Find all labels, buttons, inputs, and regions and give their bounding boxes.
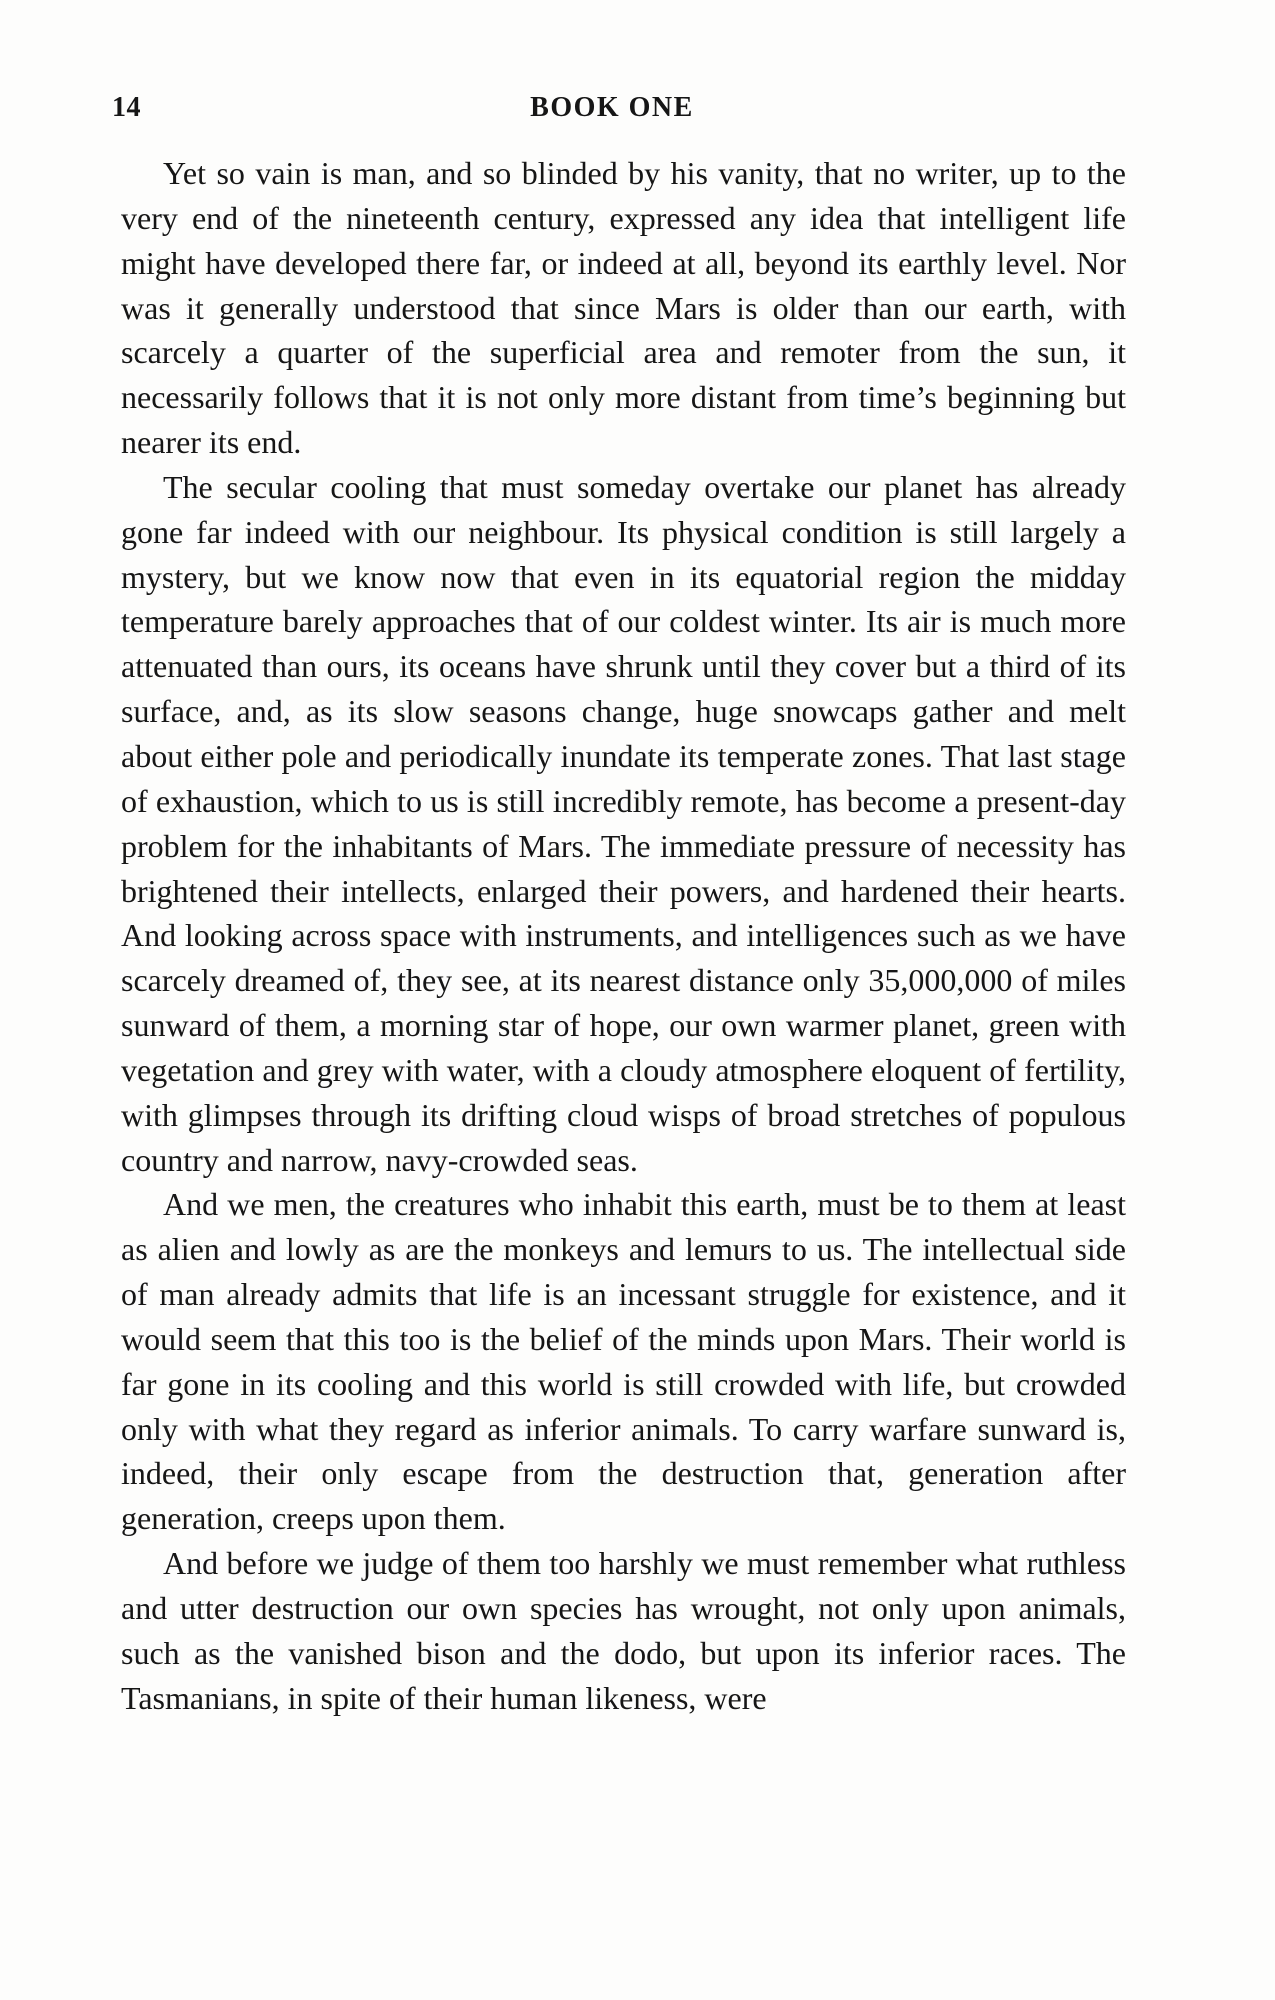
paragraph-1: Yet so vain is man, and so blinded by his vanity, that no writer, up to the very end of the nineteenth century, expressed any idea that intelligent life might have developed there far, or indeed at all, beyond its earthly level. Nor was it generally understood that since Mars is older than our earth, with scarcely a quarter of the superficial area and remoter from the sun, it necessarily follows that it is not only more distant from time’s beginning but nearer its end. (121, 155, 1126, 461)
paragraph-2: The secular cooling that must someday overtake our planet has already gone far indeed with our neighbour. Its physical condition is still largely a mystery, but we know now that even in its equatorial region the midday temperature barely approaches that of our coldest winter. Its air is much more attenuated than ours, its oceans have shrunk until they cover but a third of its surface, and, as its slow seasons change, huge snowcaps gather and melt about either pole and periodically inundate its temperate zones. That last stage of exhaustion, which to us is still incredibly remote, has become a present-day problem for the inhabitants of Mars. The immediate pressure of necessity has brightened their intellects, enlarged their powers, and hardened their hearts. And looking across space with instruments, and intelligences such as we have scarcely dreamed of, they see, at its nearest distance only 35,000,000 of miles sunward of them, a morning star of hope, our own warmer planet, green with vegetation and grey with water, with a cloudy atmosphere eloquent of fertility, with glimpses through its drifting cloud wisps of broad stretches of populous country and narrow, navy-crowded seas. (121, 468, 1126, 1178)
paragraph-4: And before we judge of them too harshly we must remember what ruthless and utter destruction our own species has wrought, not only upon animals, such as the vanished bison and the dodo, but upon its inferior races. The Tasmanians, in spite of their human likeness, were (121, 1545, 1126, 1716)
running-title: BOOK ONE (530, 92, 694, 123)
running-head (112, 92, 1112, 128)
body-text (121, 151, 1126, 1721)
paragraph-3: And we men, the creatures who inhabit this earth, must be to them at least as alien and lowly as are the monkeys and lemurs to us. The intellectual side of man already admits that life is an incessant struggle for existence, and it would seem that this too is the belief of the minds upon Mars. Their world is far gone in its cooling and this world is still crowded with life, but crowded only with what they regard as inferior animals. To carry warfare sunward is, indeed, their only escape from the destruction that, generation after generation, creeps upon them. (121, 1186, 1126, 1537)
page-number: 14 (112, 92, 141, 123)
